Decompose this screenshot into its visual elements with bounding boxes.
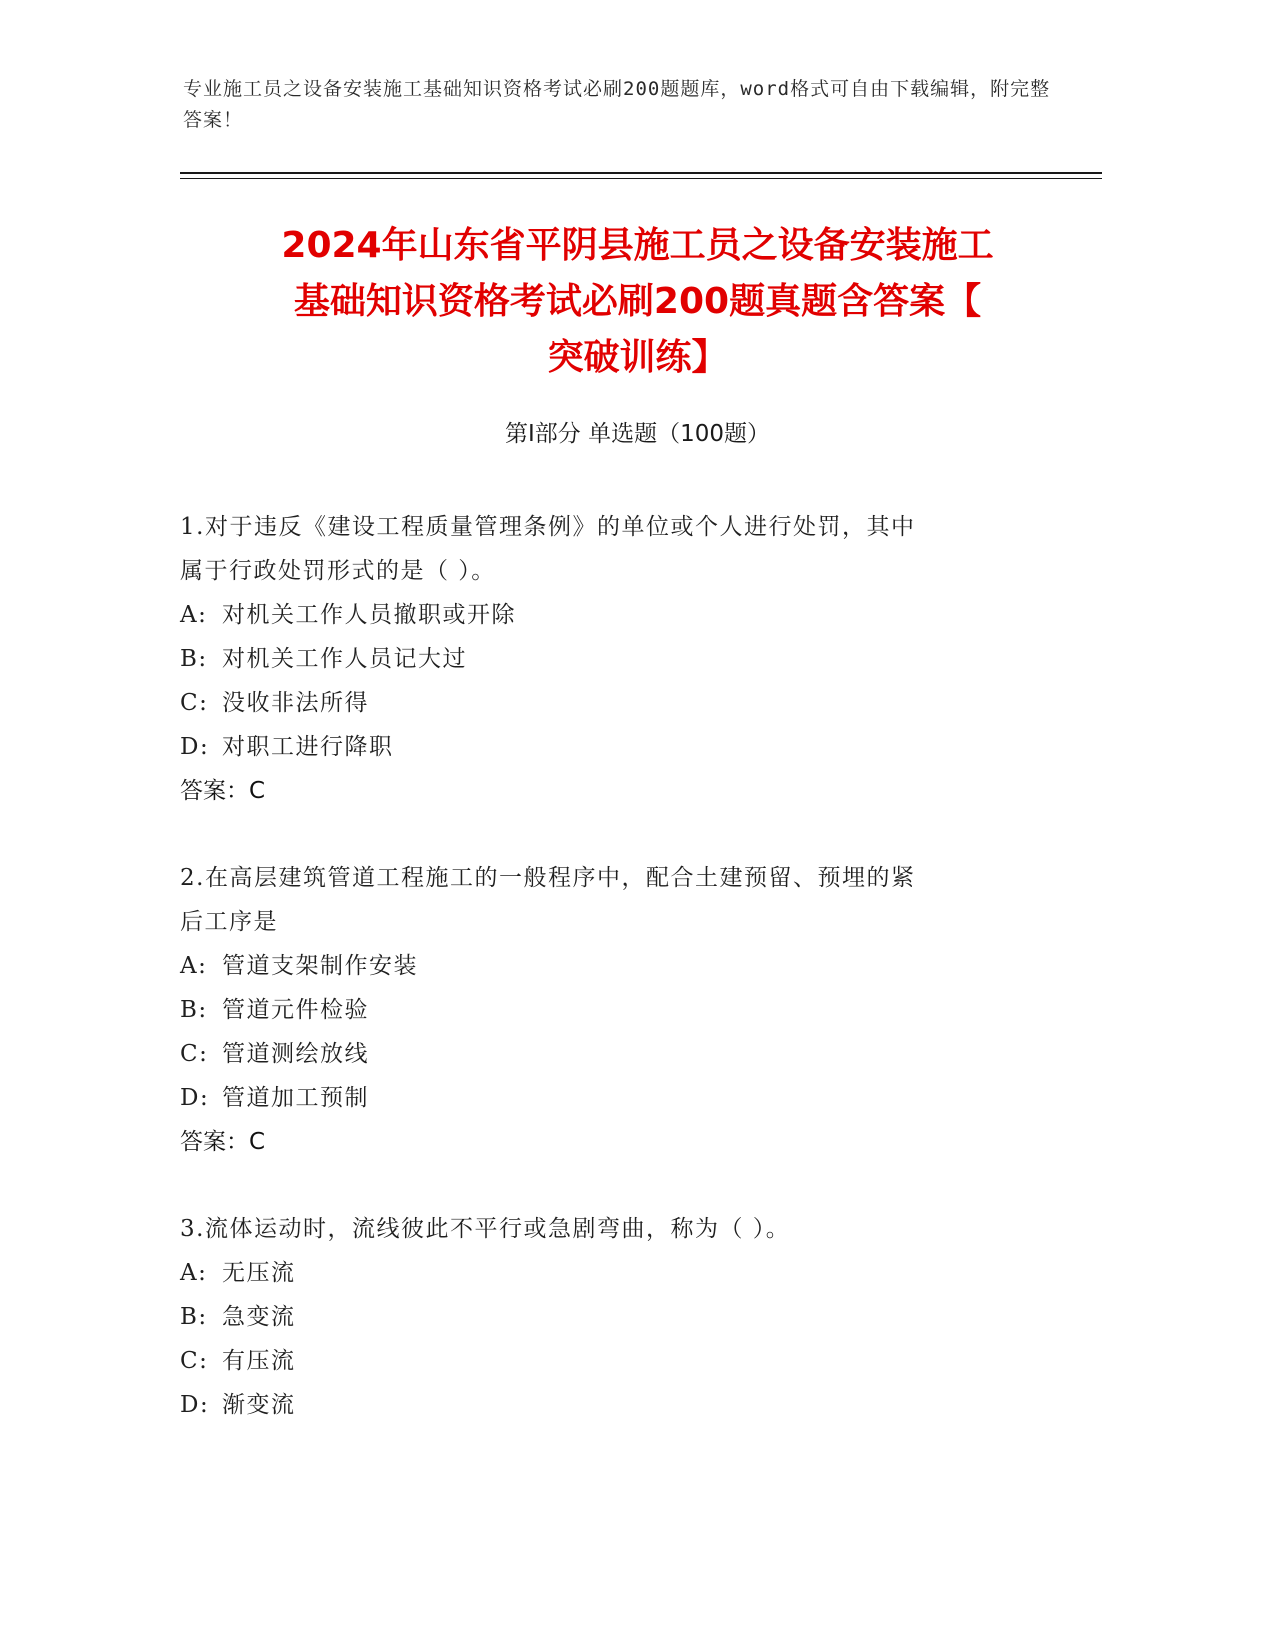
title-line-2: 基础知识资格考试必刷200题真题含答案【 — [293, 281, 982, 322]
answer-line: 答案：C — [180, 1129, 266, 1155]
option-key: B: — [180, 646, 208, 672]
option-key: A: — [180, 1260, 208, 1286]
option-text: 对机关工作人员撤职或开除 — [222, 602, 516, 628]
option-c — [180, 1032, 1040, 1076]
option-text: 管道支架制作安装 — [222, 953, 418, 979]
option-c — [180, 1339, 1040, 1383]
title-line-1: 2024年山东省平阴县施工员之设备安装施工 — [281, 225, 994, 266]
option-text: 没收非法所得 — [222, 690, 369, 716]
option-key: B: — [180, 997, 208, 1023]
section-title: 第Ⅰ部分 单选题（100题） — [505, 421, 770, 447]
option-b — [180, 1295, 1040, 1339]
option-text: 无压流 — [222, 1260, 296, 1286]
header-rule-thin — [180, 178, 1102, 179]
question-1 — [180, 505, 1040, 813]
question-stem: 2.在高层建筑管道工程施工的一般程序中，配合土建预留、预埋的紧 — [180, 865, 916, 891]
document-title — [150, 218, 1125, 386]
question-stem: 1.对于违反《建设工程质量管理条例》的单位或个人进行处罚，其中 — [180, 514, 916, 540]
option-key: A: — [180, 953, 208, 979]
option-key: D: — [180, 1392, 210, 1418]
option-key: D: — [180, 1085, 210, 1111]
option-b — [180, 637, 1040, 681]
option-a — [180, 944, 1040, 988]
option-key: C: — [180, 690, 209, 716]
title-line-3: 突破训练】 — [547, 337, 728, 378]
option-key: C: — [180, 1348, 209, 1374]
option-text: 对职工进行降职 — [222, 734, 394, 760]
answer-line: 答案：C — [180, 778, 266, 804]
question-list — [180, 505, 1040, 1470]
option-key: A: — [180, 602, 208, 628]
header-note: 专业施工员之设备安装施工基础知识资格考试必刷200题题库，word格式可自由下载编辑，附完整答案！ — [183, 78, 1051, 131]
option-d — [180, 725, 1040, 769]
option-a — [180, 593, 1040, 637]
option-d — [180, 1076, 1040, 1120]
option-c — [180, 681, 1040, 725]
option-text: 对机关工作人员记大过 — [222, 646, 467, 672]
option-text: 有压流 — [222, 1348, 296, 1374]
option-text: 管道元件检验 — [222, 997, 369, 1023]
option-key: C: — [180, 1041, 209, 1067]
option-key: B: — [180, 1304, 208, 1330]
option-text: 渐变流 — [222, 1392, 296, 1418]
question-stem-continued: 后工序是 — [180, 909, 278, 935]
option-text: 管道加工预制 — [222, 1085, 369, 1111]
question-stem-continued: 属于行政处罚形式的是（ ）。 — [180, 558, 496, 584]
option-d — [180, 1383, 1040, 1427]
header-rule-thick — [180, 172, 1102, 174]
option-text: 管道测绘放线 — [222, 1041, 369, 1067]
option-a — [180, 1251, 1040, 1295]
question-2 — [180, 856, 1040, 1164]
question-stem: 3.流体运动时，流线彼此不平行或急剧弯曲，称为（ ）。 — [180, 1216, 791, 1242]
option-key: D: — [180, 734, 210, 760]
option-text: 急变流 — [222, 1304, 296, 1330]
question-3 — [180, 1207, 1040, 1427]
option-b — [180, 988, 1040, 1032]
